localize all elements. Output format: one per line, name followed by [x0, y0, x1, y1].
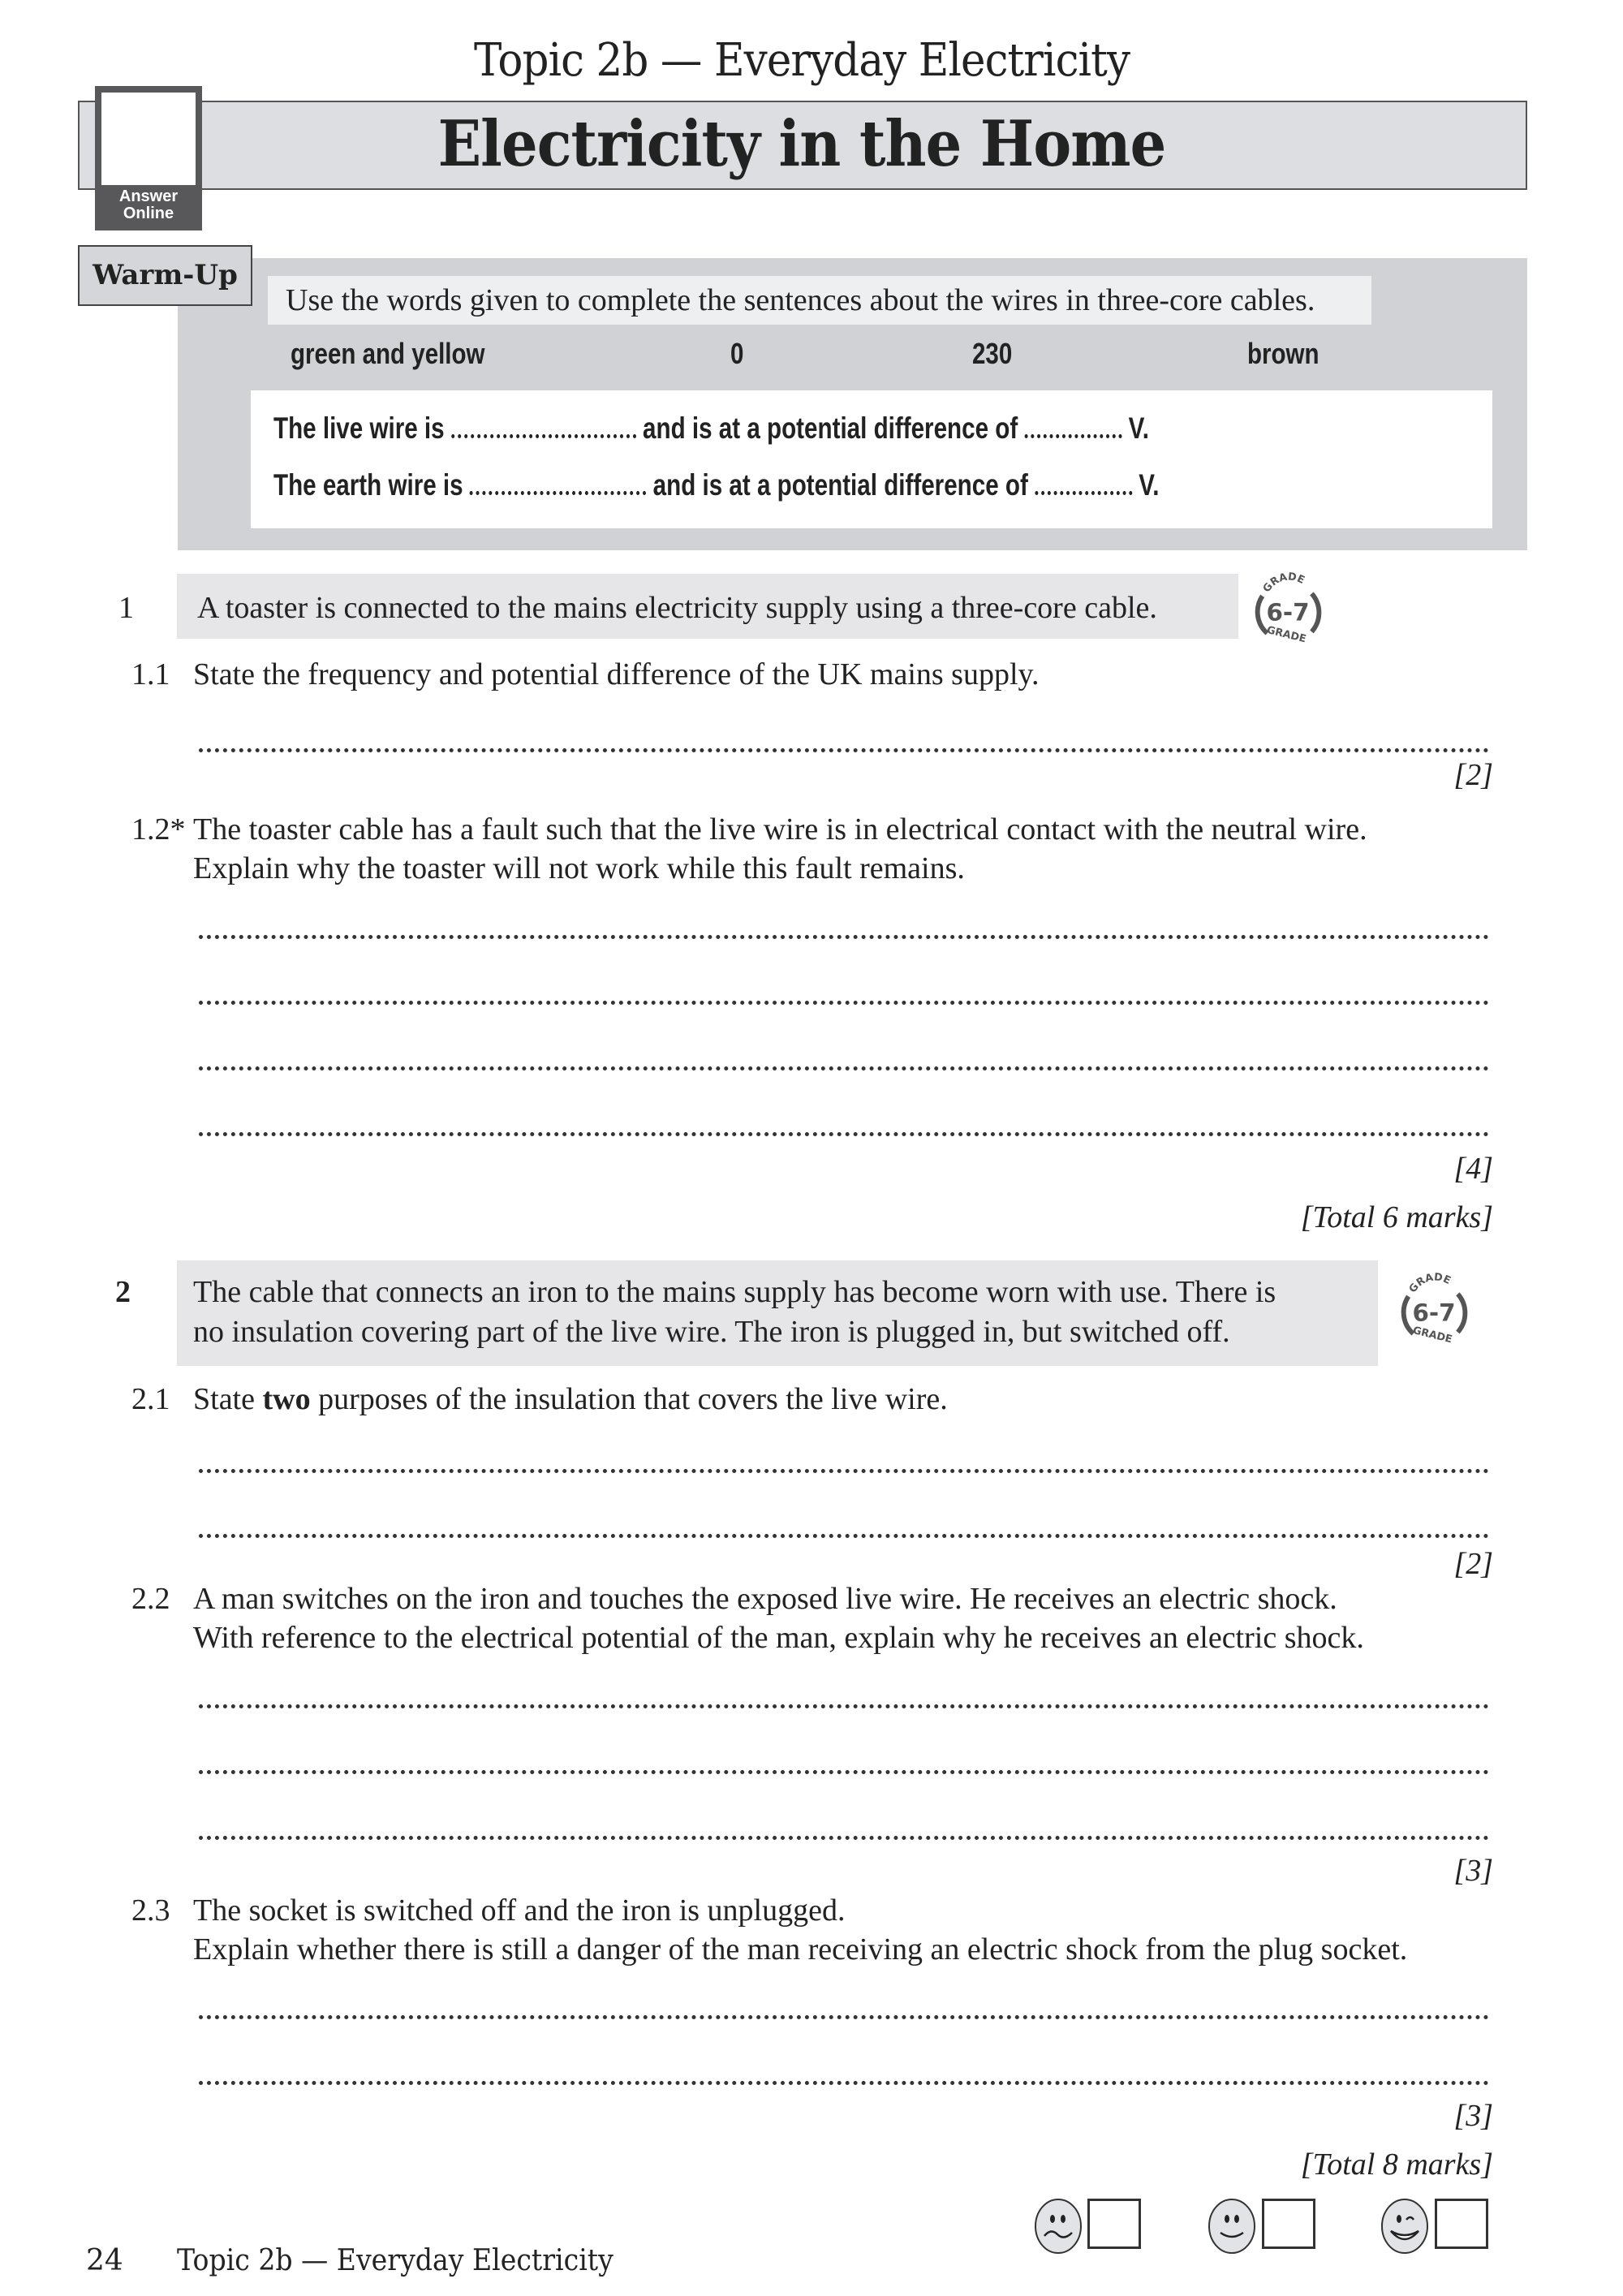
grade-badge-icon	[1248, 568, 1328, 648]
grade-label-top: GRADE	[1260, 571, 1307, 595]
grade-arc-right	[1311, 593, 1319, 631]
blank-potential[interactable]	[1035, 467, 1132, 495]
confidence-checkbox-high[interactable]	[1435, 2199, 1488, 2249]
answer-line[interactable]	[199, 935, 1489, 939]
part-text: Explain why the toaster will not work while this fault remains.	[193, 851, 965, 885]
answer-line[interactable]	[199, 1836, 1489, 1840]
part-text-pre: State	[193, 1382, 263, 1416]
grade-value: 6-7	[1412, 1299, 1456, 1327]
blank-wire-colour[interactable]	[451, 410, 636, 438]
answer-line[interactable]	[199, 1066, 1489, 1070]
part-text: The toaster cable has a fault such that the live wire is in electrical contact with the neutral wire.	[193, 812, 1367, 846]
warmup-tag: Warm-Up	[78, 245, 252, 306]
footer-topic: Topic 2b — Everyday Electricity	[177, 2244, 613, 2277]
part-text: Explain whether there is still a danger of the man receiving an electric shock from the plug socket.	[193, 1932, 1408, 1966]
grade-arc-right	[1457, 1294, 1465, 1332]
sentence-middle: and is at a potential difference of	[652, 468, 1028, 502]
part-text-emphasis: two	[262, 1382, 311, 1416]
part-number: 2.1	[131, 1382, 170, 1416]
word-option: 230	[972, 337, 1013, 370]
part-marks: [3]	[1453, 2099, 1493, 2133]
word-option: 0	[730, 337, 744, 370]
blank-potential[interactable]	[1024, 410, 1121, 438]
question-number: 2	[115, 1275, 131, 1309]
word-option: brown	[1247, 337, 1319, 370]
warmup-sentence-earth	[273, 467, 1160, 502]
part-text: The socket is switched off and the iron is unplugged.	[193, 1893, 846, 1928]
answer-line[interactable]	[199, 1534, 1489, 1538]
sentence-start: The live wire is	[273, 411, 445, 445]
blank-wire-colour[interactable]	[470, 467, 647, 495]
sentence-unit: V.	[1128, 411, 1149, 445]
question-stem: no insulation covering part of the live wire. The iron is plugged in, but switched off.	[193, 1315, 1230, 1349]
grade-label-bottom: GRADE	[1411, 1324, 1453, 1346]
grade-badge-icon	[1394, 1269, 1474, 1348]
answer-line[interactable]	[199, 1469, 1489, 1473]
answer-line[interactable]	[199, 748, 1489, 752]
question-stem: A toaster is connected to the mains electricity supply using a three-core cable.	[197, 591, 1157, 625]
part-text	[193, 1380, 948, 1419]
answer-line[interactable]	[199, 1132, 1489, 1136]
question-number: 1	[118, 591, 134, 625]
sentence-start: The earth wire is	[273, 468, 463, 502]
smile-face-icon	[1207, 2197, 1257, 2255]
wink-face-icon	[1380, 2197, 1430, 2255]
part-marks: [2]	[1453, 1547, 1493, 1581]
page-number: 24	[86, 2244, 123, 2277]
answer-online-line-2: Online	[123, 205, 174, 222]
grade-label-top: GRADE	[1406, 1271, 1453, 1295]
question-total: [Total 6 marks]	[1300, 1200, 1493, 1234]
question-stem: The cable that connects an iron to the mains supply has become worn with use. There is	[193, 1275, 1276, 1309]
answer-line[interactable]	[199, 2015, 1489, 2019]
sentence-middle: and is at a potential difference of	[643, 411, 1018, 445]
answer-line[interactable]	[199, 1770, 1489, 1774]
confidence-checkbox-medium[interactable]	[1262, 2199, 1315, 2249]
answer-online-label	[95, 188, 202, 222]
answer-online-line-1: Answer	[118, 187, 179, 205]
sad-face-icon	[1033, 2197, 1083, 2255]
answer-line[interactable]	[199, 2081, 1489, 2085]
answer-line[interactable]	[199, 1001, 1489, 1005]
part-number: 1.1	[131, 657, 170, 691]
part-marks: [4]	[1453, 1152, 1493, 1186]
warmup-instruction: Use the words given to complete the sentences about the wires in three-core cables.	[268, 276, 1371, 325]
warmup-sentence-live	[273, 410, 1149, 446]
answer-line[interactable]	[199, 1704, 1489, 1708]
part-number: 1.2*	[131, 812, 186, 846]
question-total: [Total 8 marks]	[1300, 2147, 1493, 2182]
part-marks: [2]	[1453, 758, 1493, 792]
part-text: State the frequency and potential difference of the UK mains supply.	[193, 657, 1040, 691]
grade-label-bottom: GRADE	[1265, 623, 1307, 646]
part-text-post: purposes of the insulation that covers the live wire.	[310, 1382, 948, 1416]
grade-value: 6-7	[1266, 598, 1310, 627]
part-text: A man switches on the iron and touches the exposed live wire. He receives an electric shock.	[193, 1582, 1337, 1616]
answer-online-badge[interactable]	[95, 86, 202, 230]
part-number: 2.3	[131, 1893, 170, 1928]
sentence-unit: V.	[1139, 468, 1160, 502]
part-text: With reference to the electrical potential of the man, explain why he receives an electric shock.	[193, 1621, 1364, 1655]
confidence-checkbox-low[interactable]	[1087, 2199, 1141, 2249]
topic-title: Topic 2b — Everyday Electricity	[473, 34, 1130, 87]
part-marks: [3]	[1453, 1854, 1493, 1888]
word-option: green and yellow	[291, 337, 485, 370]
answer-online-window	[101, 93, 196, 185]
part-number: 2.2	[131, 1582, 170, 1616]
page-title: Electricity in the Home	[437, 107, 1166, 181]
